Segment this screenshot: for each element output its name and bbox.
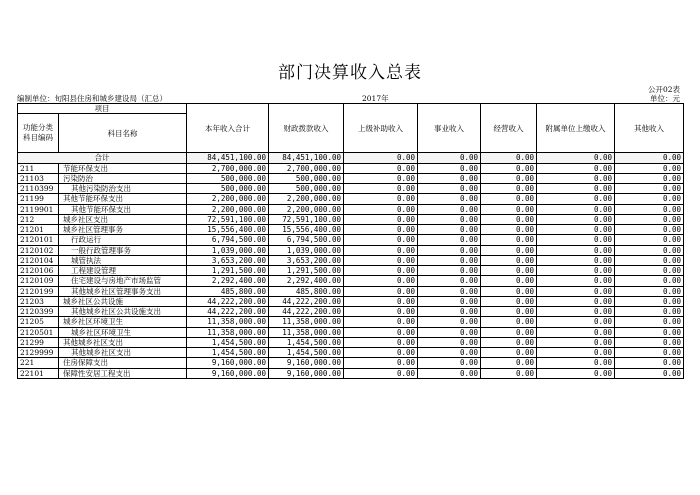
value-cell: 0.00 [481, 184, 537, 194]
total-cell: 0.00 [344, 153, 418, 163]
value-cell: 1,454,500.00 [269, 337, 344, 347]
value-cell: 0.00 [615, 276, 684, 286]
value-cell: 0.00 [344, 266, 418, 276]
name-cell: 其他节能环保支出 [59, 204, 187, 214]
code-cell: 21299 [18, 337, 59, 347]
table-row [18, 225, 684, 235]
code-cell: 2129999 [18, 348, 59, 358]
table-row [18, 245, 684, 255]
value-cell: 11,358,000.00 [187, 317, 269, 327]
value-cell: 0.00 [481, 286, 537, 296]
value-cell: 0.00 [344, 214, 418, 224]
value-cell: 1,291,500.00 [269, 266, 344, 276]
unit-label: 单位：元 [650, 94, 680, 103]
value-cell: 0.00 [418, 184, 481, 194]
value-cell: 0.00 [481, 194, 537, 204]
value-cell: 9,160,000.00 [187, 358, 269, 368]
value-cell: 0.00 [615, 317, 684, 327]
name-cell: 其他城乡社区支出 [59, 337, 187, 347]
value-cell: 2,200,000.00 [269, 194, 344, 204]
value-cell: 0.00 [615, 296, 684, 306]
table-row [18, 214, 684, 224]
value-cell: 0.00 [537, 163, 615, 173]
value-cell: 0.00 [615, 194, 684, 204]
value-cell: 0.00 [537, 327, 615, 337]
name-cell: 其他城乡社区管理事务支出 [59, 286, 187, 296]
value-cell: 0.00 [481, 235, 537, 245]
value-cell: 0.00 [418, 225, 481, 235]
name-header: 科目名称 [59, 114, 187, 153]
table-row [18, 327, 684, 337]
col-header: 其他收入 [615, 104, 684, 153]
value-cell: 0.00 [615, 225, 684, 235]
value-cell: 0.00 [537, 348, 615, 358]
value-cell: 2,292,400.00 [269, 276, 344, 286]
name-cell: 其他节能环保支出 [59, 194, 187, 204]
value-cell: 0.00 [481, 173, 537, 183]
name-cell: 其他污染防治支出 [59, 184, 187, 194]
code-cell: 221 [18, 358, 59, 368]
code-cell: 2120501 [18, 327, 59, 337]
value-cell: 0.00 [537, 173, 615, 183]
value-cell: 0.00 [537, 235, 615, 245]
value-cell: 0.00 [344, 327, 418, 337]
value-cell: 0.00 [418, 255, 481, 265]
value-cell: 0.00 [537, 245, 615, 255]
value-cell: 0.00 [481, 245, 537, 255]
value-cell: 0.00 [537, 184, 615, 194]
code-cell: 21103 [18, 173, 59, 183]
value-cell: 11,358,000.00 [269, 327, 344, 337]
table-row [18, 368, 684, 378]
value-cell: 0.00 [344, 307, 418, 317]
table-row [18, 286, 684, 296]
value-cell: 0.00 [418, 317, 481, 327]
value-cell: 0.00 [481, 368, 537, 378]
table-row [18, 317, 684, 327]
name-cell: 行政运行 [59, 235, 187, 245]
value-cell: 0.00 [481, 307, 537, 317]
value-cell: 0.00 [615, 368, 684, 378]
name-cell: 工程建设管理 [59, 266, 187, 276]
value-cell: 0.00 [344, 255, 418, 265]
name-cell: 城乡社区支出 [59, 214, 187, 224]
value-cell: 0.00 [344, 358, 418, 368]
code-cell: 212 [18, 214, 59, 224]
value-cell: 9,160,000.00 [269, 358, 344, 368]
total-cell: 84,451,100.00 [269, 153, 344, 163]
code-cell: 2119901 [18, 204, 59, 214]
value-cell: 2,200,000.00 [187, 194, 269, 204]
value-cell: 0.00 [344, 337, 418, 347]
table-row [18, 163, 684, 173]
total-cell: 0.00 [481, 153, 537, 163]
value-cell: 0.00 [481, 327, 537, 337]
value-cell: 0.00 [344, 317, 418, 327]
value-cell: 0.00 [481, 163, 537, 173]
code-cell: 21199 [18, 194, 59, 204]
name-cell: 住宅建设与房地产市场监管 [59, 276, 187, 286]
value-cell: 0.00 [615, 307, 684, 317]
value-cell: 0.00 [615, 235, 684, 245]
value-cell: 0.00 [481, 337, 537, 347]
form-code: 公开02表 [647, 85, 680, 94]
value-cell: 0.00 [418, 327, 481, 337]
value-cell: 0.00 [344, 194, 418, 204]
value-cell: 0.00 [537, 194, 615, 204]
value-cell: 0.00 [615, 214, 684, 224]
value-cell: 1,039,000.00 [269, 245, 344, 255]
col-header: 上级补助收入 [344, 104, 418, 153]
code-cell: 22101 [18, 368, 59, 378]
col-header: 本年收入合计 [187, 104, 269, 153]
value-cell: 0.00 [615, 245, 684, 255]
value-cell: 0.00 [537, 317, 615, 327]
value-cell: 0.00 [537, 307, 615, 317]
project-header: 项目 [18, 104, 187, 114]
code-cell: 2120109 [18, 276, 59, 286]
value-cell: 0.00 [418, 276, 481, 286]
value-cell: 0.00 [615, 184, 684, 194]
total-cell: 0.00 [615, 153, 684, 163]
value-cell: 44,222,200.00 [187, 307, 269, 317]
org-unit: 编制单位：旬阳县住房和城乡建设局（汇总） [17, 94, 167, 103]
table-row [18, 348, 684, 358]
code-cell: 2120399 [18, 307, 59, 317]
name-cell: 城乡社区环境卫生 [59, 327, 187, 337]
name-cell: 城管执法 [59, 255, 187, 265]
value-cell: 1,039,000.00 [187, 245, 269, 255]
value-cell: 0.00 [344, 245, 418, 255]
value-cell: 0.00 [481, 296, 537, 306]
value-cell: 0.00 [615, 266, 684, 276]
value-cell: 0.00 [418, 337, 481, 347]
value-cell: 2,292,400.00 [187, 276, 269, 286]
value-cell: 44,222,200.00 [269, 307, 344, 317]
table-row [18, 266, 684, 276]
name-cell: 节能环保支出 [59, 163, 187, 173]
value-cell: 0.00 [344, 225, 418, 235]
value-cell: 0.00 [344, 173, 418, 183]
value-cell: 0.00 [344, 368, 418, 378]
code-cell: 21203 [18, 296, 59, 306]
name-cell: 污染防治 [59, 173, 187, 183]
value-cell: 0.00 [418, 296, 481, 306]
code-cell: 2110399 [18, 184, 59, 194]
value-cell: 0.00 [481, 225, 537, 235]
value-cell: 72,591,100.00 [269, 214, 344, 224]
value-cell: 0.00 [537, 286, 615, 296]
name-cell: 城乡社区管理事务 [59, 225, 187, 235]
value-cell: 0.00 [481, 214, 537, 224]
code-cell: 21201 [18, 225, 59, 235]
table-row [18, 358, 684, 368]
value-cell: 0.00 [418, 266, 481, 276]
value-cell: 0.00 [418, 245, 481, 255]
value-cell: 2,700,000.00 [269, 163, 344, 173]
value-cell: 0.00 [537, 255, 615, 265]
table-row [18, 337, 684, 347]
value-cell: 44,222,200.00 [269, 296, 344, 306]
value-cell: 3,653,200.00 [269, 255, 344, 265]
value-cell: 15,556,400.00 [269, 225, 344, 235]
value-cell: 500,000.00 [269, 184, 344, 194]
value-cell: 500,000.00 [187, 173, 269, 183]
value-cell: 0.00 [537, 266, 615, 276]
value-cell: 0.00 [481, 255, 537, 265]
value-cell: 0.00 [615, 255, 684, 265]
value-cell: 0.00 [344, 163, 418, 173]
value-cell: 0.00 [537, 214, 615, 224]
table-row [18, 235, 684, 245]
value-cell: 500,000.00 [269, 173, 344, 183]
value-cell: 6,794,500.00 [269, 235, 344, 245]
value-cell: 0.00 [537, 204, 615, 214]
value-cell: 0.00 [537, 358, 615, 368]
value-cell: 0.00 [418, 214, 481, 224]
value-cell: 0.00 [615, 163, 684, 173]
value-cell: 0.00 [418, 173, 481, 183]
value-cell: 0.00 [615, 204, 684, 214]
code-header: 功能分类科目编码 [18, 114, 59, 153]
value-cell: 6,794,500.00 [187, 235, 269, 245]
value-cell: 44,222,200.00 [187, 296, 269, 306]
value-cell: 0.00 [418, 307, 481, 317]
value-cell: 0.00 [344, 286, 418, 296]
value-cell: 0.00 [344, 235, 418, 245]
table-row [18, 184, 684, 194]
page-title: 部门决算收入总表 [278, 63, 422, 83]
value-cell: 0.00 [418, 358, 481, 368]
value-cell: 2,700,000.00 [187, 163, 269, 173]
value-cell: 0.00 [344, 184, 418, 194]
code-cell: 2120199 [18, 286, 59, 296]
name-cell: 城乡社区环境卫生 [59, 317, 187, 327]
table-row [18, 173, 684, 183]
value-cell: 0.00 [537, 225, 615, 235]
code-cell: 2120102 [18, 245, 59, 255]
code-cell: 2120106 [18, 266, 59, 276]
col-header: 事业收入 [418, 104, 481, 153]
total-cell: 0.00 [418, 153, 481, 163]
col-header: 经营收入 [481, 104, 537, 153]
name-cell: 一般行政管理事务 [59, 245, 187, 255]
value-cell: 0.00 [537, 296, 615, 306]
total-cell: 84,451,100.00 [187, 153, 269, 163]
table-row [18, 255, 684, 265]
value-cell: 2,200,000.00 [187, 204, 269, 214]
value-cell: 485,800.00 [187, 286, 269, 296]
value-cell: 0.00 [615, 286, 684, 296]
value-cell: 3,653,200.00 [187, 255, 269, 265]
value-cell: 9,160,000.00 [187, 368, 269, 378]
value-cell: 0.00 [481, 266, 537, 276]
value-cell: 0.00 [481, 317, 537, 327]
value-cell: 0.00 [615, 173, 684, 183]
value-cell: 0.00 [418, 286, 481, 296]
value-cell: 0.00 [418, 194, 481, 204]
total-cell: 0.00 [537, 153, 615, 163]
total-row [18, 153, 684, 163]
value-cell: 0.00 [481, 358, 537, 368]
code-cell: 211 [18, 163, 59, 173]
name-cell: 其他城乡社区公共设施支出 [59, 307, 187, 317]
col-header: 附属单位上缴收入 [537, 104, 615, 153]
value-cell: 0.00 [481, 348, 537, 358]
code-cell: 2120101 [18, 235, 59, 245]
value-cell: 0.00 [537, 337, 615, 347]
value-cell: 0.00 [481, 204, 537, 214]
value-cell: 0.00 [344, 348, 418, 358]
value-cell: 0.00 [344, 276, 418, 286]
name-cell: 其他城乡社区支出 [59, 348, 187, 358]
value-cell: 0.00 [615, 337, 684, 347]
total-label: 合计 [18, 153, 187, 163]
value-cell: 1,454,500.00 [187, 348, 269, 358]
value-cell: 1,291,500.00 [187, 266, 269, 276]
table-row [18, 204, 684, 214]
name-cell: 住房保障支出 [59, 358, 187, 368]
year-label: 2017年 [362, 94, 389, 103]
income-table [17, 103, 684, 379]
value-cell: 0.00 [537, 368, 615, 378]
value-cell: 1,454,500.00 [269, 348, 344, 358]
value-cell: 0.00 [418, 368, 481, 378]
value-cell: 0.00 [418, 235, 481, 245]
value-cell: 1,454,500.00 [187, 337, 269, 347]
table-row [18, 194, 684, 204]
value-cell: 485,800.00 [269, 286, 344, 296]
value-cell: 0.00 [344, 204, 418, 214]
value-cell: 0.00 [418, 348, 481, 358]
value-cell: 0.00 [481, 276, 537, 286]
table-row [18, 307, 684, 317]
value-cell: 72,591,100.00 [187, 214, 269, 224]
code-cell: 2120104 [18, 255, 59, 265]
value-cell: 0.00 [615, 327, 684, 337]
value-cell: 0.00 [418, 204, 481, 214]
value-cell: 11,358,000.00 [187, 327, 269, 337]
name-cell: 城乡社区公共设施 [59, 296, 187, 306]
code-cell: 21205 [18, 317, 59, 327]
value-cell: 0.00 [418, 163, 481, 173]
value-cell: 2,200,000.00 [269, 204, 344, 214]
table-row [18, 296, 684, 306]
name-cell: 保障性安居工程支出 [59, 368, 187, 378]
value-cell: 500,000.00 [187, 184, 269, 194]
value-cell: 9,160,000.00 [269, 368, 344, 378]
value-cell: 0.00 [537, 276, 615, 286]
value-cell: 15,556,400.00 [187, 225, 269, 235]
col-header: 财政拨款收入 [269, 104, 344, 153]
table-row [18, 276, 684, 286]
value-cell: 0.00 [615, 358, 684, 368]
value-cell: 11,358,000.00 [269, 317, 344, 327]
value-cell: 0.00 [615, 348, 684, 358]
value-cell: 0.00 [344, 296, 418, 306]
table-body [18, 104, 684, 379]
